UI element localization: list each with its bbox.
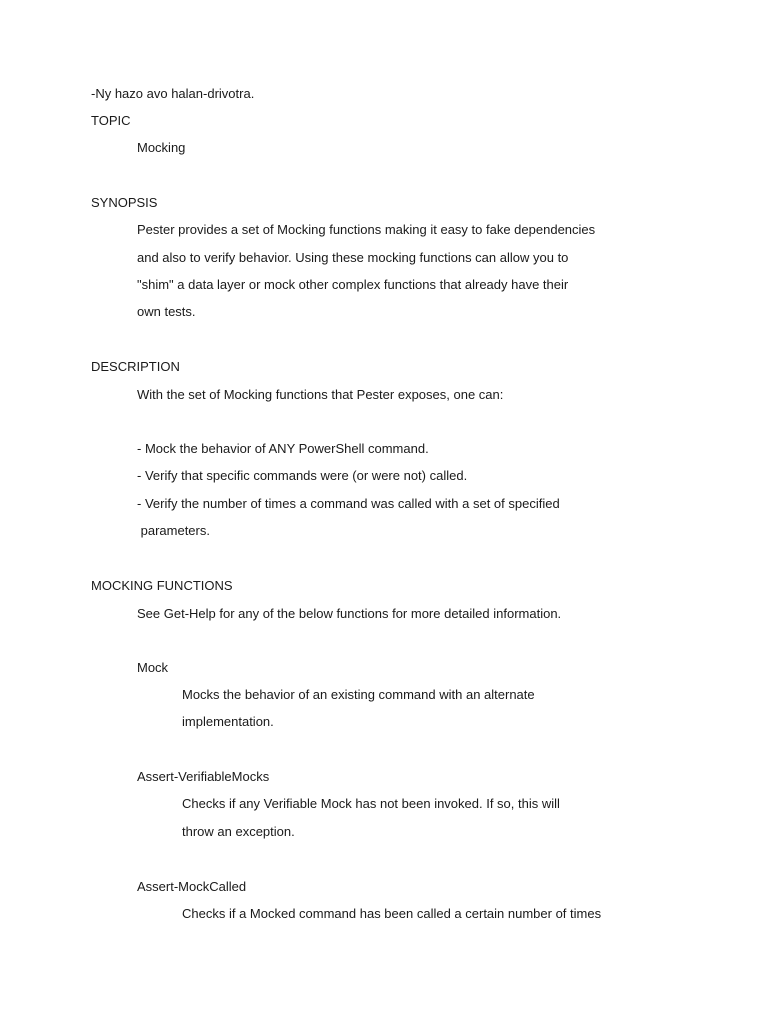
function-description: Mocks the behavior of an existing command with an alternate xyxy=(182,687,535,702)
function-name: Assert-MockCalled xyxy=(137,879,247,894)
description-bullet: - Mock the behavior of ANY PowerShell command. xyxy=(137,441,429,456)
synopsis-line: own tests. xyxy=(137,304,196,319)
mocking-functions-heading: MOCKING FUNCTIONS xyxy=(91,578,233,593)
function-name: Assert-VerifiableMocks xyxy=(137,769,270,784)
description-bullet: parameters. xyxy=(137,523,210,538)
function-description: Checks if a Mocked command has been called a certain number of times xyxy=(182,906,602,921)
function-name: Mock xyxy=(137,660,169,675)
synopsis-line: "shim" a data layer or mock other complex functions that already have their xyxy=(137,277,569,292)
function-description: throw an exception. xyxy=(182,824,295,839)
synopsis-line: Pester provides a set of Mocking functions making it easy to fake dependencies xyxy=(137,222,596,237)
mocking-functions-intro: See Get-Help for any of the below functions for more detailed information. xyxy=(137,606,562,621)
description-bullet: - Verify that specific commands were (or were not) called. xyxy=(137,468,468,483)
synopsis-heading: SYNOPSIS xyxy=(91,195,158,210)
topic-heading: TOPIC xyxy=(91,113,131,128)
function-description: Checks if any Verifiable Mock has not been invoked. If so, this will xyxy=(182,796,560,811)
function-description: implementation. xyxy=(182,714,274,729)
intro-line: -Ny hazo avo halan-drivotra. xyxy=(91,86,255,101)
description-bullet: - Verify the number of times a command was called with a set of specified xyxy=(137,496,560,511)
description-intro: With the set of Mocking functions that Pester exposes, one can: xyxy=(137,387,504,402)
topic-body: Mocking xyxy=(137,140,186,155)
description-heading: DESCRIPTION xyxy=(91,359,180,374)
synopsis-line: and also to verify behavior. Using these mocking functions can allow you to xyxy=(137,250,569,265)
